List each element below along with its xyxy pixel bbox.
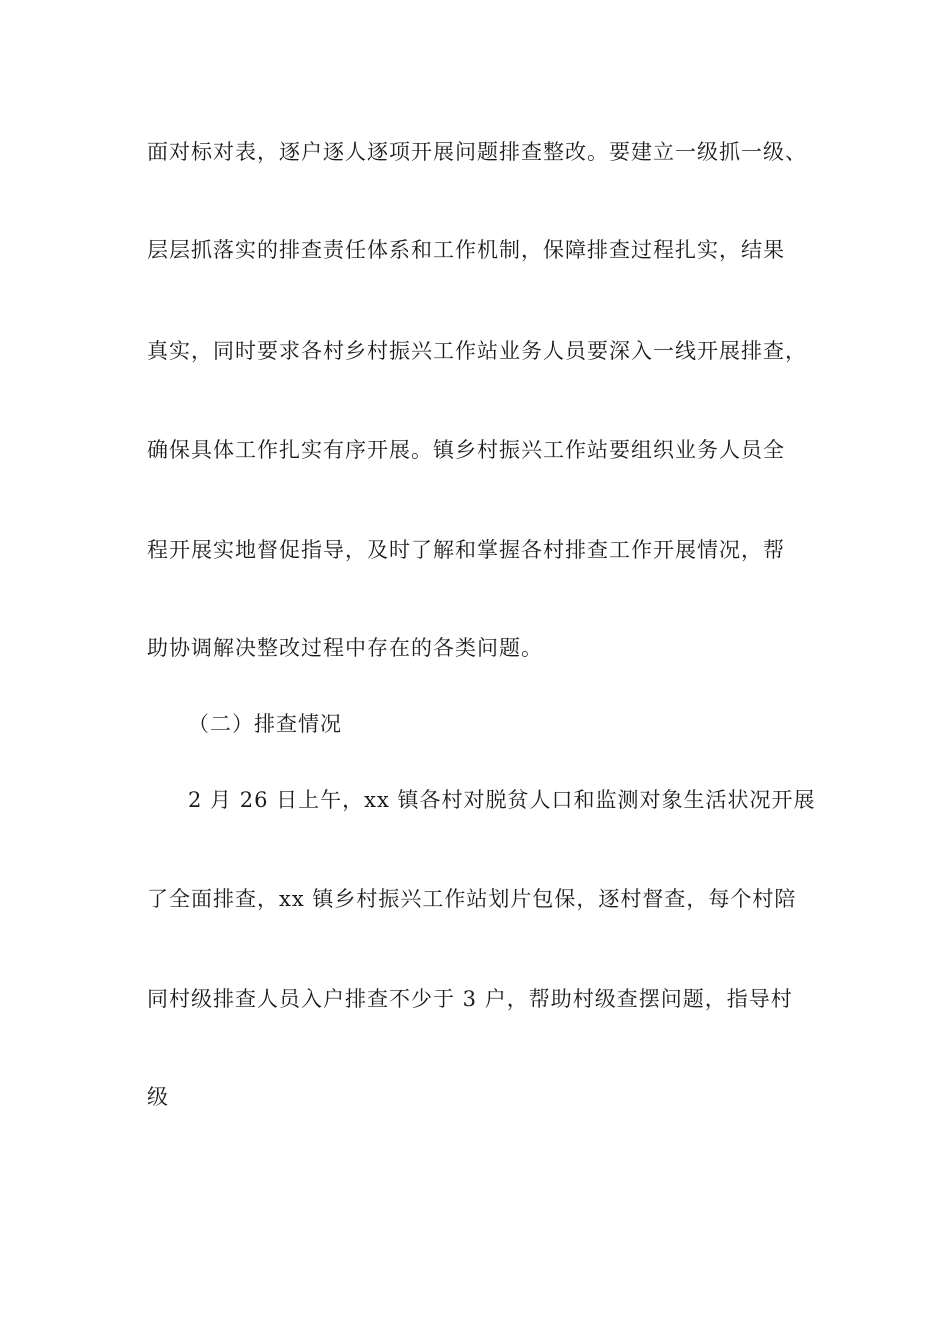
paragraph-1-line-1: 面对标对表，逐户逐人逐项开展问题排查整改。要建立一级抓一级、 bbox=[147, 140, 807, 164]
paragraph-1-line-2: 层层抓落实的排查责任体系和工作机制，保障排查过程扎实，结果 bbox=[147, 238, 785, 262]
paragraph-1-line-6: 助协调解决整改过程中存在的各类问题。 bbox=[147, 636, 543, 660]
paragraph-1-line-5: 程开展实地督促指导，及时了解和掌握各村排查工作开展情况，帮 bbox=[147, 538, 785, 562]
paragraph-2-line-1: 2 月 26 日上午，xx 镇各村对脱贫人口和监测对象生活状况开展 bbox=[188, 788, 816, 812]
paragraph-1-line-4: 确保具体工作扎实有序开展。镇乡村振兴工作站要组织业务人员全 bbox=[147, 438, 785, 462]
section-heading: （二）排查情况 bbox=[188, 712, 342, 736]
paragraph-2-line-2: 了全面排查，xx 镇乡村振兴工作站划片包保，逐村督查，每个村陪 bbox=[147, 887, 797, 911]
paragraph-2-line-3: 同村级排查人员入户排查不少于 3 户，帮助村级查摆问题，指导村 bbox=[147, 987, 793, 1011]
paragraph-2-line-4: 级 bbox=[147, 1085, 169, 1109]
paragraph-1-line-3: 真实，同时要求各村乡村振兴工作站业务人员要深入一线开展排查， bbox=[147, 339, 807, 363]
